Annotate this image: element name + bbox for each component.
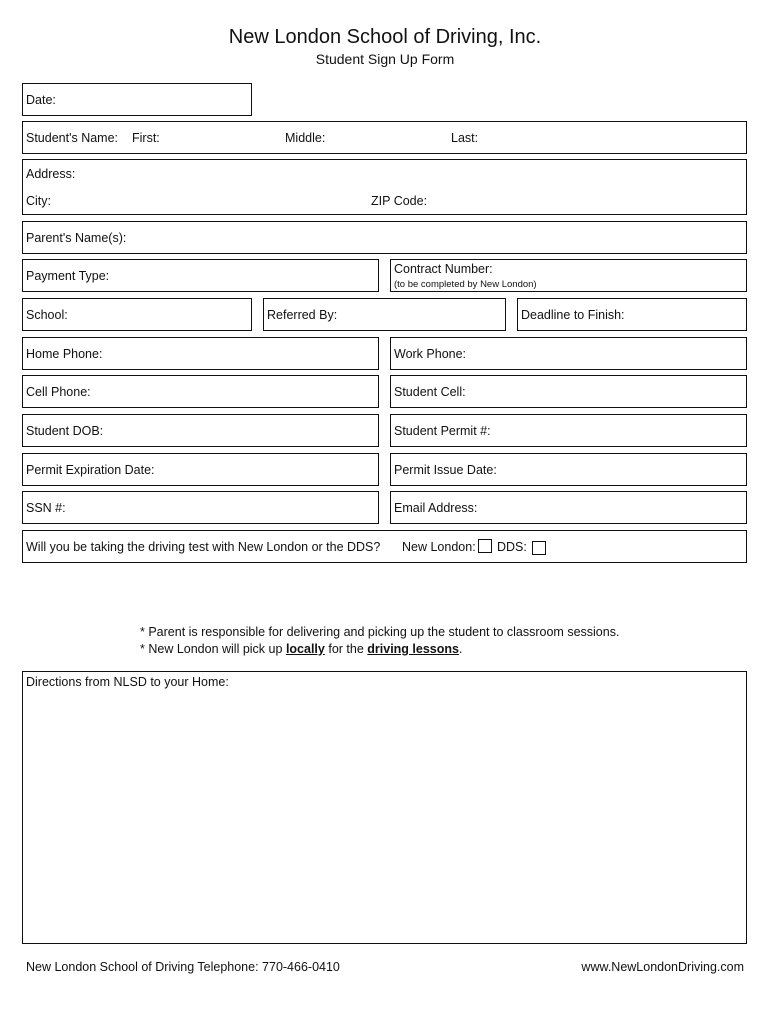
parent-names-field[interactable]	[22, 221, 747, 254]
cell-phone-label: Cell Phone:	[26, 385, 91, 399]
student-permit-label: Student Permit #:	[394, 424, 491, 438]
parent-names-label: Parent's Name(s):	[26, 231, 127, 245]
student-cell-label: Student Cell:	[394, 385, 466, 399]
directions-label: Directions from NLSD to your Home:	[26, 675, 229, 689]
directions-field[interactable]	[22, 671, 747, 944]
note-pickup-middle: for the	[328, 642, 364, 656]
contract-number-label: Contract Number:	[394, 262, 493, 276]
new-london-checkbox[interactable]	[478, 539, 492, 553]
footer-telephone: New London School of Driving Telephone: 770-466-0410	[26, 960, 340, 974]
referred-by-label: Referred By:	[267, 308, 338, 322]
student-name-label: Student's Name:	[26, 131, 119, 145]
payment-type-label: Payment Type:	[26, 269, 110, 283]
ssn-label: SSN #:	[26, 501, 66, 515]
new-london-option-label: New London:	[402, 540, 476, 554]
last-name-label: Last:	[451, 131, 479, 145]
email-label: Email Address:	[394, 501, 478, 515]
driving-test-question: Will you be taking the driving test with New London or the DDS?	[26, 540, 381, 554]
address-label: Address:	[26, 167, 76, 181]
note-pickup	[140, 642, 462, 656]
student-dob-label: Student DOB:	[26, 424, 104, 438]
footer-website: www.NewLondonDriving.com	[581, 960, 744, 974]
middle-name-label: Middle:	[285, 131, 326, 145]
note-pickup-locally: locally	[285, 642, 325, 656]
deadline-label: Deadline to Finish:	[521, 308, 625, 322]
dds-checkbox[interactable]	[532, 541, 546, 555]
date-label: Date:	[26, 93, 56, 107]
form-title: New London School of Driving, Inc.	[228, 26, 542, 48]
note-pickup-suffix: .	[458, 642, 463, 656]
ssn-field[interactable]	[22, 491, 379, 524]
permit-expiration-label: Permit Expiration Date:	[26, 463, 155, 477]
school-label: School:	[26, 308, 68, 322]
note-parent-responsibility: * Parent is responsible for delivering and picking up the student to classroom sessions.	[140, 625, 620, 639]
student-name-field[interactable]	[22, 121, 747, 154]
city-label: City:	[26, 194, 51, 208]
note-pickup-lessons: driving lessons	[367, 642, 459, 656]
contract-number-note: (to be completed by New London)	[394, 279, 537, 290]
zip-code-label: ZIP Code:	[371, 194, 428, 208]
work-phone-label: Work Phone:	[394, 347, 467, 361]
home-phone-label: Home Phone:	[26, 347, 103, 361]
note-pickup-prefix: * New London will pick up	[140, 642, 283, 656]
dds-option-label: DDS:	[497, 540, 527, 554]
date-field[interactable]	[22, 83, 252, 116]
permit-issue-label: Permit Issue Date:	[394, 463, 497, 477]
first-name-label: First:	[132, 131, 160, 145]
form-subtitle: Student Sign Up Form	[315, 51, 455, 67]
